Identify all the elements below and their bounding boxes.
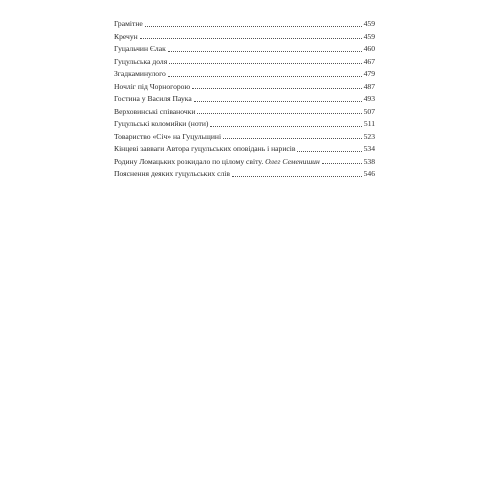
toc-entry[interactable] [114, 31, 375, 44]
dot-leader [197, 113, 361, 114]
toc-entry[interactable] [114, 156, 375, 169]
toc-entry-title-text: Родину Ломацьких розкидало по цілому світу. [114, 156, 264, 166]
dot-leader [192, 88, 361, 89]
toc-entry-page: 511 [363, 119, 375, 128]
toc-entry-author: Олег Семенишин [265, 156, 320, 166]
toc-entry-page: 523 [363, 131, 375, 141]
toc-entry-title: Товариство «Січ» на Гуцульщині [114, 131, 222, 141]
dot-leader [168, 51, 362, 52]
toc-entry-page: 534 [363, 144, 375, 153]
dot-leader [140, 38, 362, 39]
toc-entry[interactable] [114, 43, 375, 56]
table-of-contents [114, 18, 375, 181]
toc-entry-title: Гуцальчин Єлак [114, 44, 166, 53]
toc-entry-title: Гуцульська доля [114, 56, 168, 66]
dot-leader [145, 26, 362, 27]
dot-leader [232, 176, 362, 177]
toc-entry[interactable] [114, 106, 375, 119]
toc-entry[interactable] [114, 18, 375, 31]
toc-entry-title: Гуцульські коломийки (ноти) [114, 119, 209, 128]
toc-entry-title: Верховинські співаночки [114, 106, 196, 116]
dot-leader [210, 126, 361, 127]
toc-entry-page: 459 [363, 19, 375, 28]
toc-entry-title: Кречун [114, 31, 138, 41]
dot-leader [322, 163, 362, 164]
dot-leader [297, 151, 361, 152]
toc-entry-page: 546 [363, 169, 375, 178]
toc-entry-page: 467 [363, 56, 375, 66]
toc-entry-page: 493 [363, 94, 375, 103]
toc-entry-title: Ночліг під Чорногорою [114, 81, 191, 91]
toc-entry[interactable] [114, 118, 375, 131]
toc-entry[interactable] [114, 131, 375, 144]
toc-entry[interactable] [114, 168, 375, 181]
toc-entry-page: 459 [363, 31, 375, 41]
toc-entry-page: 460 [363, 44, 375, 53]
toc-entry-title: Кінцеві завваги Автора гуцульських оповідань і нарисів [114, 144, 296, 153]
toc-entry-title: Пояснення деяких гуцульських слів [114, 169, 230, 178]
toc-entry[interactable] [114, 56, 375, 69]
toc-entry-title: Згадкаминулого [114, 69, 166, 78]
toc-entry-page: 538 [363, 156, 375, 166]
toc-entry[interactable] [114, 93, 375, 106]
toc-entry-title: Грамітне [114, 19, 143, 28]
toc-entry[interactable] [114, 143, 375, 156]
dot-leader [168, 76, 362, 77]
dot-leader [194, 101, 362, 102]
toc-entry-title: Гостина у Василя Паука [114, 94, 192, 103]
toc-entry[interactable] [114, 81, 375, 94]
toc-entry-title [114, 156, 321, 169]
toc-entry-page: 507 [363, 106, 375, 116]
dot-leader [223, 138, 362, 139]
toc-entry-page: 479 [363, 69, 375, 78]
toc-entry[interactable] [114, 68, 375, 81]
toc-entry-page: 487 [363, 81, 375, 91]
dot-leader [169, 63, 361, 64]
